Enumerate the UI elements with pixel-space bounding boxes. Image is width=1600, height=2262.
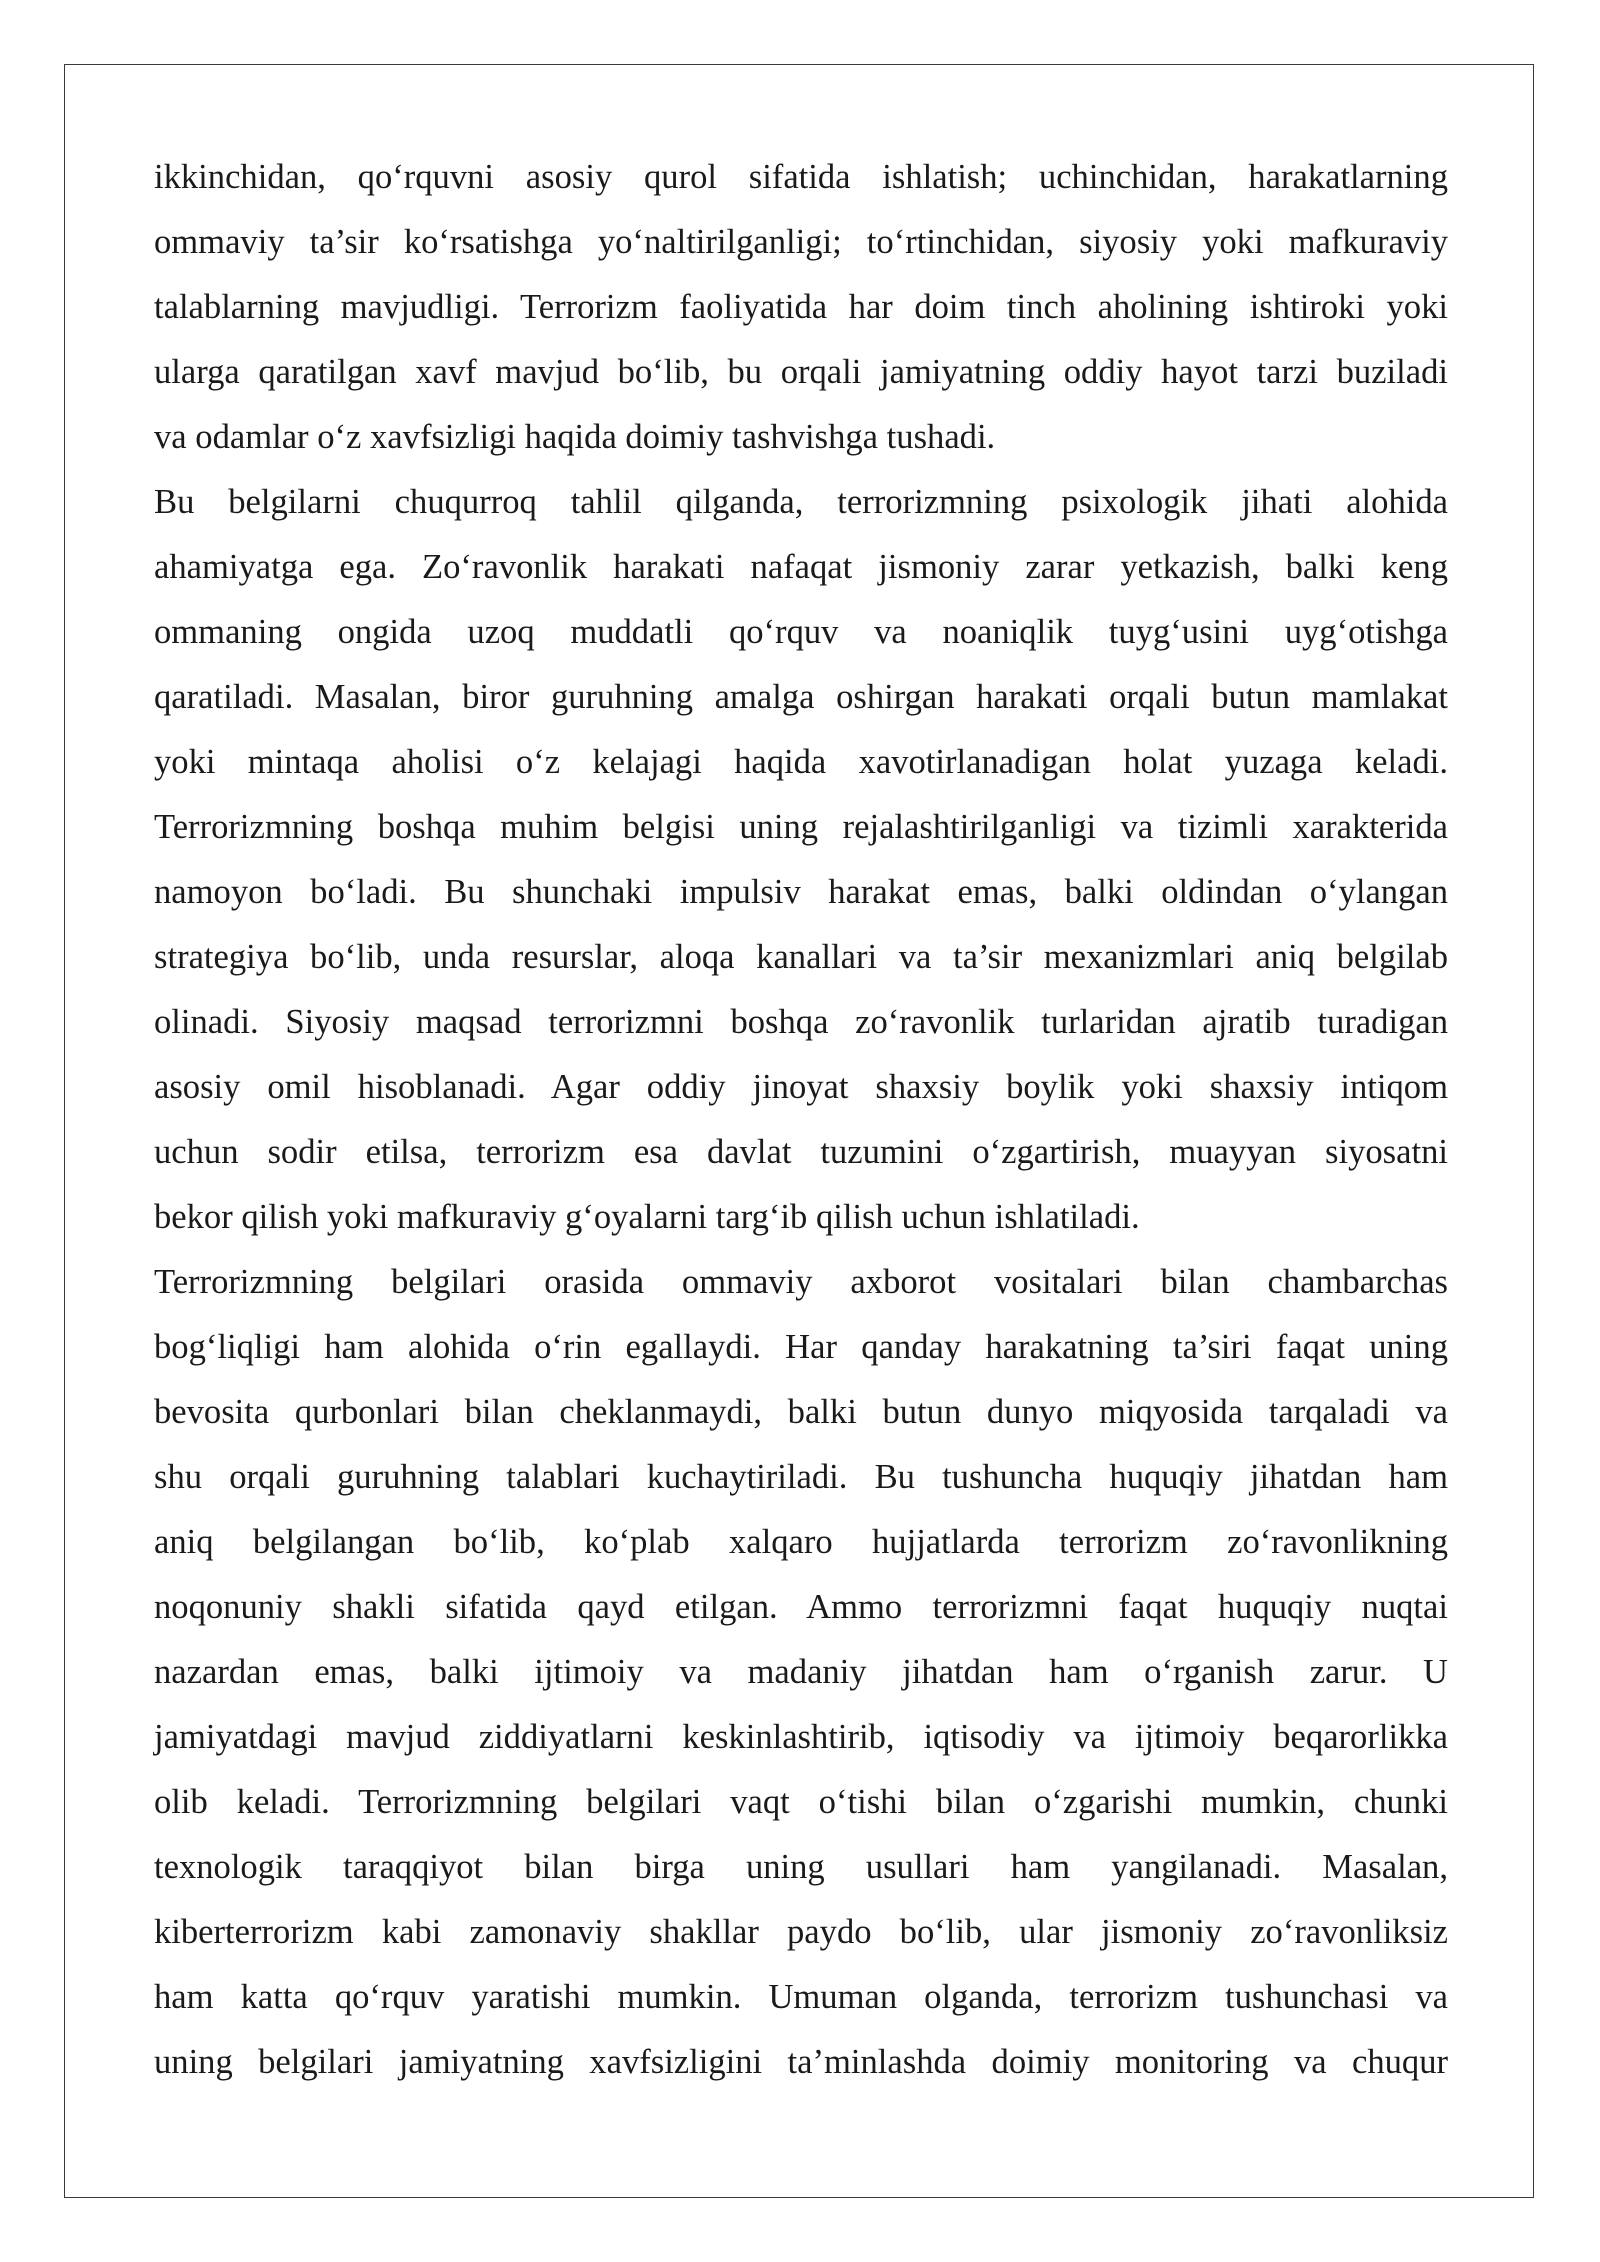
text-line: ahamiyatga ega. Zo‘ravonlik harakati nafaqat jismoniy zarar yetkazish, balki keng (154, 548, 1448, 586)
text-line: texnologik taraqqiyot bilan birga uning usullari ham yangilanadi. Masalan, (154, 1848, 1448, 1886)
text-line: bekor qilish yoki mafkuraviy g‘oyalarni targ‘ib qilish uchun ishlatiladi. (154, 1198, 1140, 1236)
text-line: kiberterrorizm kabi zamonaviy shakllar paydo bo‘lib, ular jismoniy zo‘ravonliksiz (154, 1913, 1448, 1951)
text-line: ommaning ongida uzoq muddatli qo‘rquv va noaniqlik tuyg‘usini uyg‘otishga (154, 613, 1448, 651)
text-line: Bu belgilarni chuqurroq tahlil qilganda, terrorizmning psixologik jihati alohida (154, 483, 1448, 521)
text-line: talablarning mavjudligi. Terrorizm faoliyatida har doim tinch aholining ishtiroki yoki (154, 288, 1448, 326)
text-line: va odamlar o‘z xavfsizligi haqida doimiy tashvishga tushadi. (154, 418, 996, 456)
paragraph (154, 1250, 1448, 2095)
text-line: ham katta qo‘rquv yaratishi mumkin. Umuman olganda, terrorizm tushunchasi va (154, 1978, 1448, 2016)
text-line: olib keladi. Terrorizmning belgilari vaqt o‘tishi bilan o‘zgarishi mumkin, chunki (154, 1783, 1448, 1821)
text-line: yoki mintaqa aholisi o‘z kelajagi haqida xavotirlanadigan holat yuzaga keladi. (154, 743, 1448, 781)
text-line: nazardan emas, balki ijtimoiy va madaniy jihatdan ham o‘rganish zarur. U (154, 1653, 1448, 1691)
text-line: bog‘liqligi ham alohida o‘rin egallaydi. Har qanday harakatning ta’siri faqat uning (154, 1328, 1448, 1366)
text-line: qaratiladi. Masalan, biror guruhning amalga oshirgan harakati orqali butun mamlakat (154, 678, 1448, 716)
text-line: ularga qaratilgan xavf mavjud bo‘lib, bu orqali jamiyatning oddiy hayot tarzi buziladi (154, 353, 1448, 391)
text-line: asosiy omil hisoblanadi. Agar oddiy jinoyat shaxsiy boylik yoki shaxsiy intiqom (154, 1068, 1448, 1106)
paragraph (154, 470, 1448, 1250)
text-line: noqonuniy shakli sifatida qayd etilgan. Ammo terrorizmni faqat huquqiy nuqtai (154, 1588, 1448, 1626)
text-line: aniq belgilangan bo‘lib, ko‘plab xalqaro hujjatlarda terrorizm zo‘ravonlikning (154, 1523, 1448, 1561)
text-line: uning belgilari jamiyatning xavfsizligini ta’minlashda doimiy monitoring va chuqur (154, 2043, 1448, 2081)
text-line: shu orqali guruhning talablari kuchaytiriladi. Bu tushuncha huquqiy jihatdan ham (154, 1458, 1448, 1496)
text-line: ikkinchidan, qo‘rquvni asosiy qurol sifatida ishlatish; uchinchidan, harakatlarning (154, 158, 1448, 196)
document-body (154, 145, 1448, 2095)
text-line: ommaviy ta’sir ko‘rsatishga yo‘naltirilganligi; to‘rtinchidan, siyosiy yoki mafkuraviy (154, 223, 1448, 261)
text-line: bevosita qurbonlari bilan cheklanmaydi, balki butun dunyo miqyosida tarqaladi va (154, 1393, 1448, 1431)
paragraph (154, 145, 1448, 470)
text-line: uchun sodir etilsa, terrorizm esa davlat tuzumini o‘zgartirish, muayyan siyosatni (154, 1133, 1448, 1171)
text-line: namoyon bo‘ladi. Bu shunchaki impulsiv harakat emas, balki oldindan o‘ylangan (154, 873, 1448, 911)
text-line: Terrorizmning belgilari orasida ommaviy axborot vositalari bilan chambarchas (154, 1263, 1448, 1301)
text-line: olinadi. Siyosiy maqsad terrorizmni boshqa zo‘ravonlik turlaridan ajratib turadigan (154, 1003, 1448, 1041)
text-line: jamiyatdagi mavjud ziddiyatlarni keskinlashtirib, iqtisodiy va ijtimoiy beqarorlikka (154, 1718, 1448, 1756)
text-line: Terrorizmning boshqa muhim belgisi uning rejalashtirilganligi va tizimli xarakterida (154, 808, 1448, 846)
text-line: strategiya bo‘lib, unda resurslar, aloqa kanallari va ta’sir mexanizmlari aniq belgilab (154, 938, 1448, 976)
